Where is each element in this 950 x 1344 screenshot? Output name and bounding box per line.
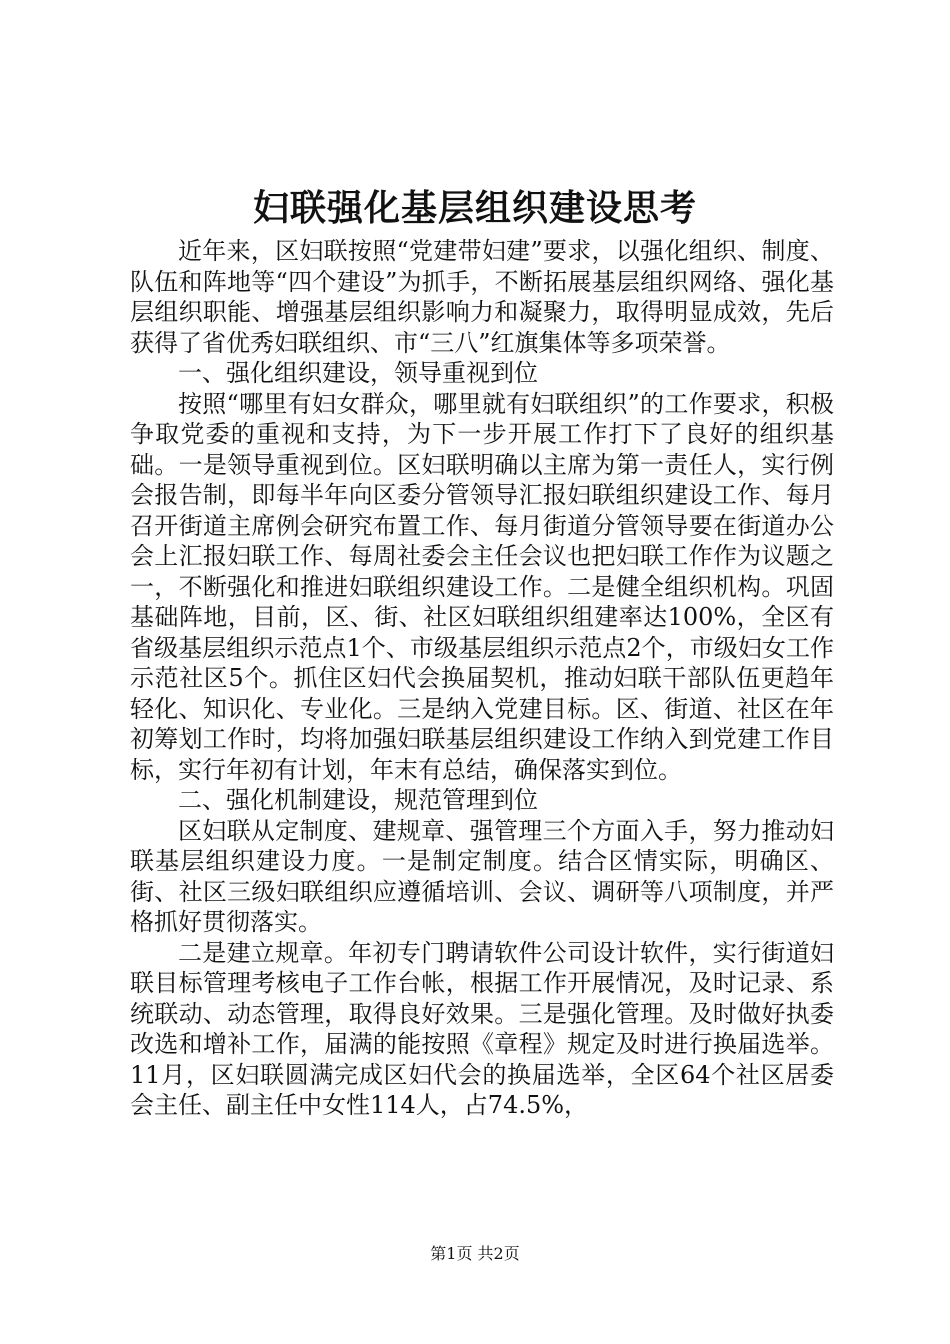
paragraph-section-2a: 区妇联从定制度、建规章、强管理三个方面入手，努力推动妇联基层组织建设力度。一是制定制度。结合区情实际，明确区、街、社区三级妇联组织应遵循培训、会议、调研等八项制度，并严格抓好贯彻落实。: [130, 816, 834, 936]
paragraph-intro: 近年来，区妇联按照“党建带妇建”要求，以强化组织、制度、队伍和阵地等“四个建设”为抓手，不断拓展基层组织网络、强化基层组织职能、增强基层组织影响力和凝聚力，取得明显成效，先后获得了省优秀妇联组织、市“三八”红旗集体等多项荣誉。: [130, 237, 834, 357]
document-body: [130, 236, 834, 1121]
page-footer: 第1页 共2页: [430, 1244, 520, 1263]
section-heading-1: 一、强化组织建设，领导重视到位: [178, 359, 538, 387]
section-heading-2: 二、强化机制建设，规范管理到位: [178, 786, 538, 814]
paragraph-section-1: 按照“哪里有妇女群众，哪里就有妇联组织”的工作要求，积极争取党委的重视和支持，为下一步开展工作打下了良好的组织基础。一是领导重视到位。区妇联明确以主席为第一责任人，实行例会报告制，即每半年向区委分管领导汇报妇联组织建设工作、每月召开街道主席例会研究布置工作、每月街道分管领导要在街道办公会上汇报妇联工作、每周社委会主任会议也把妇联工作作为议题之一，不断强化和推进妇联组织建设工作。二是健全组织机构。巩固基础阵地，目前，区、街、社区妇联组织组建率达100%，全区有省级基层组织示范点1个、市级基层组织示范点2个，市级妇女工作示范社区5个。抓住区妇代会换届契机，推动妇联干部队伍更趋年轻化、知识化、专业化。三是纳入党建目标。区、街道、社区在年初筹划工作时，均将加强妇联基层组织建设工作纳入到党建工作目标，实行年初有计划，年末有总结，确保落实到位。: [130, 389, 834, 784]
document-title: 妇联强化基层组织建设思考: [252, 187, 697, 229]
paragraph-section-2b: 二是建立规章。年初专门聘请软件公司设计软件，实行街道妇联目标管理考核电子工作台帐，根据工作开展情况，及时记录、系统联动、动态管理，取得良好效果。三是强化管理。及时做好执委改选和增补工作，届满的能按照《章程》规定及时进行换届选举。11月，区妇联圆满完成区妇代会的换届选举，全区64个社区居委会主任、副主任中女性114人，占74.5%，: [130, 938, 834, 1119]
